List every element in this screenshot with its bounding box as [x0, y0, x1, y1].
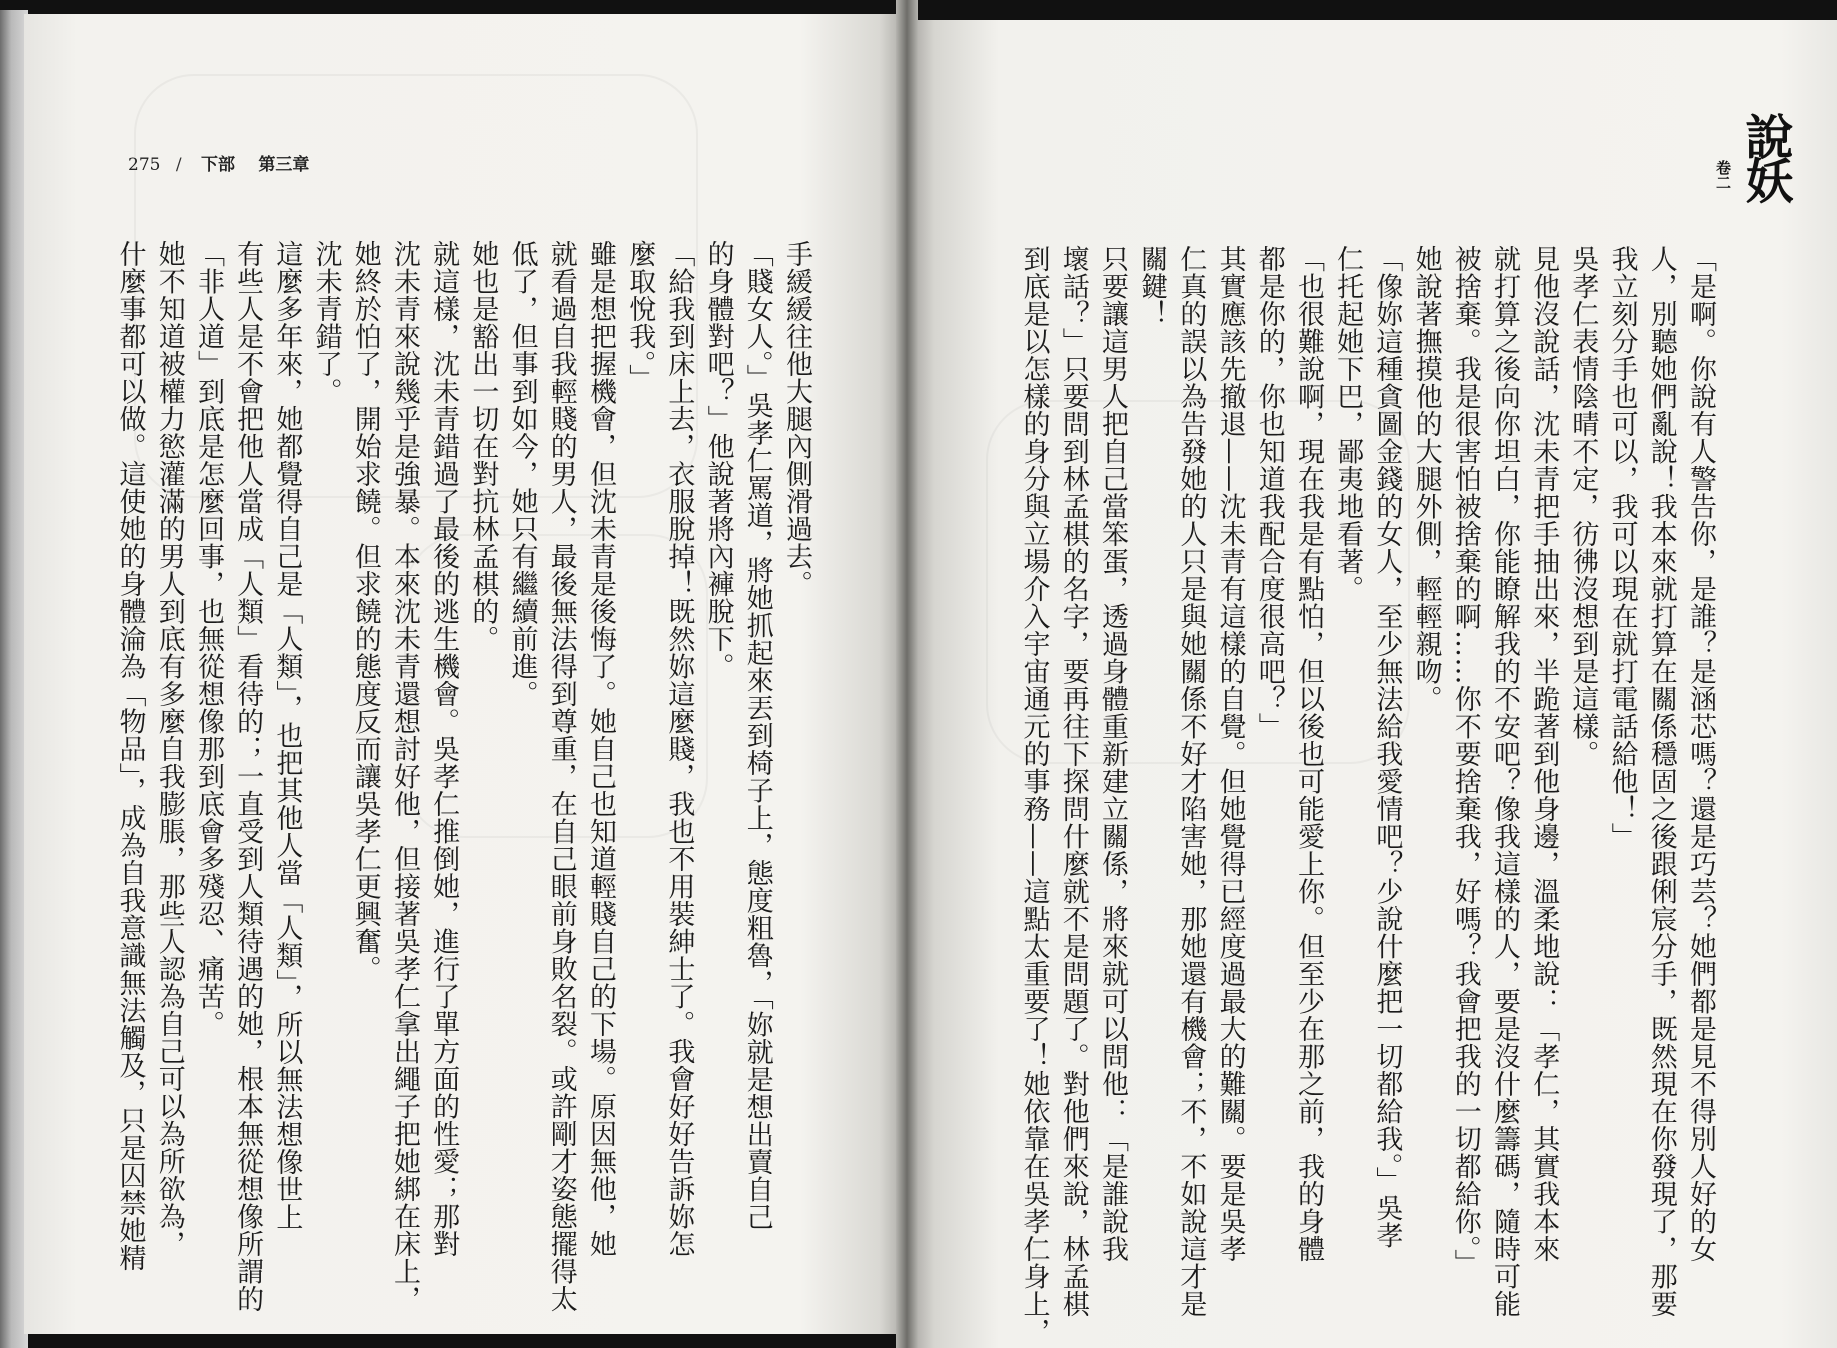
text-column: 「也很難說啊，現在我是有點怕，但以後也可能愛上你。但至少在那之前，我的身體: [1292, 245, 1324, 1263]
logo-title: 說妖: [1737, 112, 1793, 200]
text-column: 「像妳這種貪圖金錢的女人，至少無法給我愛情吧？少說什麼把一切都給我。」吳孝: [1371, 245, 1403, 1249]
text-column: 麼取悅我。」: [624, 240, 656, 392]
text-column: 就看過自我輕賤的男人，最後無法得到尊重，在自己眼前身敗名裂。或許剛才姿態擺得太: [545, 240, 577, 1313]
text-column: 沈未青錯了。: [310, 240, 342, 405]
text-column: 仁托起她下巴，鄙夷地看著。: [1332, 245, 1364, 603]
book-title-logo: [1662, 112, 1812, 232]
book-gutter: [896, 0, 918, 1348]
text-column: 關鍵！: [1136, 245, 1168, 328]
text-column: 就打算之後向你坦白，你能瞭解我的不安吧？像我這樣的人，要是沒什麼籌碼，隨時可能: [1488, 245, 1520, 1318]
text-column: 「非人道」到底是怎麼回事，也無從想像那到底會多殘忍、痛苦。: [192, 240, 224, 1038]
text-column: 到底是以怎樣的身分與立場介入宇宙通元的事務——這點太重要了！她依靠在吳孝仁身上，: [1018, 245, 1050, 1345]
text-column: 就這樣，沈未青錯過了最後的逃生機會。吳孝仁推倒她，進行了單方面的性愛；那對: [428, 240, 460, 1258]
text-column: 「賤女人。」吳孝仁罵道，將她抓起來丟到椅子上，態度粗魯，「妳就是想出賣自己: [741, 240, 773, 1231]
right-page-text: [974, 245, 1720, 1345]
header-separator: /: [175, 155, 182, 175]
text-column: 「是啊。你說有人警告你，是誰？是涵芯嗎？還是巧芸？她們都是見不得別人好的女: [1685, 245, 1716, 1263]
text-column: 她不知道被權力慾灌滿的男人到底有多麼自我膨脹，那些人認為自己可以為所欲為，: [153, 240, 185, 1258]
left-page-text: [114, 240, 816, 1313]
text-column: 我立刻分手也可以，我可以現在就打電話給他！」: [1606, 245, 1638, 850]
text-column: 人，別聽她們亂說！我本來就打算在關係穩固之後跟俐宸分手，既然現在你發現了，那要: [1645, 245, 1677, 1318]
text-column: 都是你的，你也知道我配合度很高吧？」: [1253, 245, 1285, 740]
text-column: 見他沒說話，沈未青把手抽出來，半跪著到他身邊，溫柔地說：「孝仁，其實我本來: [1528, 245, 1560, 1263]
text-column: 雖是想把握機會，但沈未青是後悔了。她自己也知道輕賤自己的下場。原因無他，她: [584, 240, 616, 1258]
text-column: 被捨棄。我是很害怕被捨棄的啊……你不要捨棄我，好嗎？我會把我的一切都給你。」: [1449, 245, 1481, 1277]
page-number: 275: [128, 155, 161, 175]
text-column: 吳孝仁表情陰晴不定，彷彿沒想到是這樣。: [1567, 245, 1599, 768]
text-column: 只要讓這男人把自己當笨蛋，透過身體重新建立關係，將來就可以問他：「是誰說我: [1096, 245, 1128, 1263]
header-part: 下部: [201, 155, 235, 175]
text-column: 有些人是不會把他人當成「人類」看待的；一直受到人類待遇的她，根本無從想像所謂的: [232, 240, 264, 1313]
text-column: 壞話？」只要問到林孟棋的名字，要再往下探問什麼就不是問題了。對他們來說，林孟棋: [1057, 245, 1089, 1318]
text-column: 沈未青來說幾乎是強暴。本來沈未青還想討好他，但接著吳孝仁拿出繩子把她綁在床上，: [388, 240, 420, 1313]
text-column: 她終於怕了，開始求饒。但求饒的態度反而讓吳孝仁更興奮。: [349, 240, 381, 983]
text-column: 「給我到床上去，衣服脫掉！既然妳這麼賤，我也不用裝紳士了。我會好好告訴妳怎: [663, 240, 695, 1258]
logo-volume: 卷二: [1714, 160, 1732, 190]
text-column: 仁真的誤以為告發她的人只是與她關係不好才陷害她，那她還有機會；不，不如說這才是: [1175, 245, 1207, 1318]
text-column: 的身體對吧？」他說著將內褲脫下。: [702, 240, 734, 680]
text-column: 什麼事都可以做。這使她的身體淪為「物品」，成為自我意識無法觸及，只是囚禁她精: [114, 240, 146, 1272]
text-column: 其實應該先撤退——沈未青有這樣的自覺。但她覺得已經度過最大的難關。要是吳孝: [1214, 245, 1246, 1263]
text-column: 她也是豁出一切在對抗林孟棋的。: [467, 240, 499, 653]
text-column: 她說著撫摸他的大腿外側，輕輕親吻。: [1410, 245, 1442, 713]
running-header: [128, 150, 309, 175]
text-column: 手緩緩往他大腿內側滑過去。: [781, 240, 812, 598]
text-column: 低了，但事到如今，她只有繼續前進。: [506, 240, 538, 708]
text-column: 這麼多年來，她都覺得自己是「人類」，也把其他人當「人類」，所以無法想像世上: [271, 240, 303, 1231]
header-chapter: 第三章: [258, 155, 310, 175]
